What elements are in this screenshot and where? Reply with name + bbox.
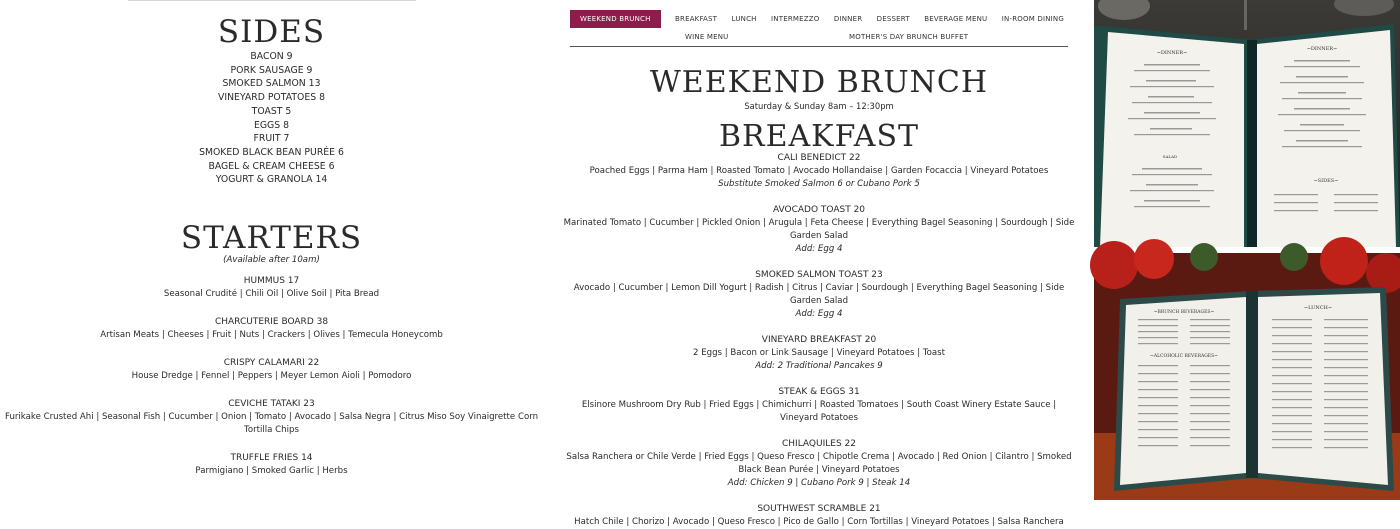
menu-nav-row-2	[570, 28, 1068, 46]
starter-name: TRUFFLE FRIES 14	[230, 453, 313, 464]
svg-text:~BRUNCH BEVERAGES~: ~BRUNCH BEVERAGES~	[1153, 310, 1215, 315]
svg-text:~DINNER~: ~DINNER~	[1306, 46, 1338, 52]
starter-name: CHARCUTERIE BOARD 38	[214, 317, 329, 328]
dinner-menu-photo	[1094, 0, 1400, 247]
tab-in-room-dining[interactable]: IN-ROOM DINING	[1001, 15, 1064, 23]
breakfast-note: Add: 2 Traditional Pancakes 9	[755, 361, 883, 371]
starter-description: Artisan Meats | Cheeses | Fruit | Nuts | Crackers | Olives | Temecula Honeycomb	[100, 330, 443, 341]
breakfast-description: 2 Eggs | Bacon or Link Sausage | Vineyard Potatoes | Toast	[693, 348, 945, 358]
starter-name: CEVICHE TATAKI 23	[228, 399, 315, 410]
side-item: EGGS 8	[253, 119, 290, 131]
breakfast-item	[563, 386, 1075, 425]
main-menu-column	[563, 0, 1075, 527]
left-menu-column	[0, 0, 543, 500]
breakfast-name: SMOKED SALMON TOAST 23	[755, 270, 883, 280]
sides-list	[0, 50, 543, 187]
breakfast-note: Add: Chicken 9 | Cubano Pork 9 | Steak 14	[727, 478, 911, 488]
svg-text:~SIDES~: ~SIDES~	[1313, 178, 1339, 184]
side-item: TOAST 5	[251, 105, 292, 117]
svg-text:~LUNCH~: ~LUNCH~	[1303, 305, 1333, 311]
side-item: BACON 9	[250, 51, 293, 62]
svg-text:~ALCOHOLIC BEVERAGES~: ~ALCOHOLIC BEVERAGES~	[1150, 354, 1218, 359]
starter-item	[0, 452, 543, 478]
breakfast-item	[563, 152, 1075, 191]
breakfast-description: Marinated Tomato | Cucumber | Pickled Onion | Arugula | Feta Cheese | Everything Bagel Seasoning | Sourdough | Side Garden Salad	[563, 218, 1075, 241]
tab-beverage-menu[interactable]: BEVERAGE MENU	[924, 15, 988, 23]
side-item: BAGEL & CREAM CHEESE 6	[208, 160, 335, 172]
breakfast-name: CHILAQUILES 22	[782, 439, 856, 449]
breakfast-list	[563, 152, 1075, 529]
sides-title: SIDES	[217, 14, 326, 50]
breakfast-title: BREAKFAST	[718, 119, 920, 154]
tab-breakfast[interactable]: BREAKFAST	[675, 15, 718, 23]
brunch-title: WEEKEND BRUNCH	[649, 65, 989, 100]
lunch-menu-photo	[1094, 253, 1400, 500]
tab-wine-menu[interactable]: WINE MENU	[685, 33, 729, 41]
side-item: SMOKED BLACK BEAN PURÉE 6	[199, 146, 344, 158]
breakfast-item	[563, 204, 1075, 256]
starter-name: CRISPY CALAMARI 22	[223, 358, 320, 369]
breakfast-name: CALI BENEDICT 22	[777, 153, 861, 163]
breakfast-item	[563, 334, 1075, 373]
menu-nav-row-1	[570, 10, 1068, 28]
tab-weekend-brunch[interactable]: WEEKEND BRUNCH	[570, 10, 661, 28]
starters-title: STARTERS	[180, 220, 363, 257]
breakfast-name: STEAK & EGGS 31	[778, 387, 860, 397]
starter-description: Seasonal Crudité | Chili Oil | Olive Soil | Pita Bread	[163, 289, 380, 300]
breakfast-name: SOUTHWEST SCRAMBLE 21	[757, 504, 881, 514]
breakfast-note: Substitute Smoked Salmon 6 or Cubano Pork 5	[718, 179, 920, 189]
starter-item	[0, 275, 543, 301]
breakfast-name: VINEYARD BREAKFAST 20	[761, 335, 877, 345]
breakfast-description: Elsinore Mushroom Dry Rub | Fried Eggs | Chimichurri | Roasted Tomatoes | South Coast Winery Estate Sauce | Vineyard Potatoes	[581, 400, 1057, 423]
starter-item	[0, 357, 543, 383]
tab-dinner[interactable]: DINNER	[833, 15, 863, 23]
tab-dessert[interactable]: DESSERT	[876, 15, 910, 23]
breakfast-name: AVOCADO TOAST 20	[772, 205, 866, 215]
breakfast-item	[563, 503, 1075, 529]
dinner-menu-photo-art	[1094, 0, 1400, 247]
svg-text:SALAD: SALAD	[1162, 154, 1178, 159]
starter-name: HUMMUS 17	[243, 276, 300, 287]
tab-lunch[interactable]: LUNCH	[731, 15, 757, 23]
side-item: SMOKED SALMON 13	[222, 78, 321, 90]
breakfast-note: Add: Egg 4	[795, 309, 843, 319]
nav-divider	[570, 46, 1068, 47]
breakfast-note: Add: Egg 4	[795, 244, 843, 254]
lunch-menu-photo-art	[1094, 253, 1400, 500]
top-divider	[128, 0, 416, 1]
side-item: YOGURT & GRANOLA 14	[215, 174, 328, 186]
brunch-hours: Saturday & Sunday 8am – 12:30pm	[744, 101, 894, 111]
starter-description: Parmigiano | Smoked Garlic | Herbs	[195, 466, 348, 477]
breakfast-description: Salsa Ranchera or Chile Verde | Fried Eggs | Queso Fresco | Chipotle Crema | Avocado | Red Onion | Cilantro | Smoked Black Bean Purée | Vineyard Potatoes	[566, 452, 1072, 475]
starter-item	[0, 316, 543, 342]
side-item: PORK SAUSAGE 9	[230, 64, 313, 76]
side-item: VINEYARD POTATOES 8	[218, 92, 325, 104]
starter-description: Furikake Crusted Ahi | Seasonal Fish | Cucumber | Onion | Tomato | Avocado | Salsa Negra | Citrus Miso Soy Vinaigrette Corn Tortilla Chips	[4, 412, 539, 436]
starter-description: House Dredge | Fennel | Peppers | Meyer Lemon Aioli | Pomodoro	[131, 371, 412, 382]
breakfast-description: Hatch Chile | Chorizo | Avocado | Queso Fresco | Pico de Gallo | Corn Tortillas | Vineyard Potatoes | Salsa Ranchera	[574, 517, 1064, 527]
breakfast-item	[563, 269, 1075, 321]
breakfast-item	[563, 438, 1075, 490]
starters-note: (Available after 10am)	[223, 255, 320, 266]
breakfast-description: Avocado | Cucumber | Lemon Dill Yogurt | Radish | Citrus | Caviar | Sourdough | Everything Bagel Seasoning | Side Garden Salad	[573, 283, 1065, 306]
side-item: FRUIT 7	[253, 133, 290, 145]
tab-mothers-day-brunch-buffet[interactable]: MOTHER'S DAY BRUNCH BUFFET	[849, 33, 969, 41]
starters-list	[0, 275, 543, 478]
breakfast-description: Poached Eggs | Parma Ham | Roasted Tomato | Avocado Hollandaise | Garden Focaccia | Vineyard Potatoes	[589, 166, 1049, 176]
tab-intermezzo[interactable]: INTERMEZZO	[771, 15, 820, 23]
svg-text:~DINNER~: ~DINNER~	[1156, 50, 1188, 56]
starter-item	[0, 398, 543, 437]
